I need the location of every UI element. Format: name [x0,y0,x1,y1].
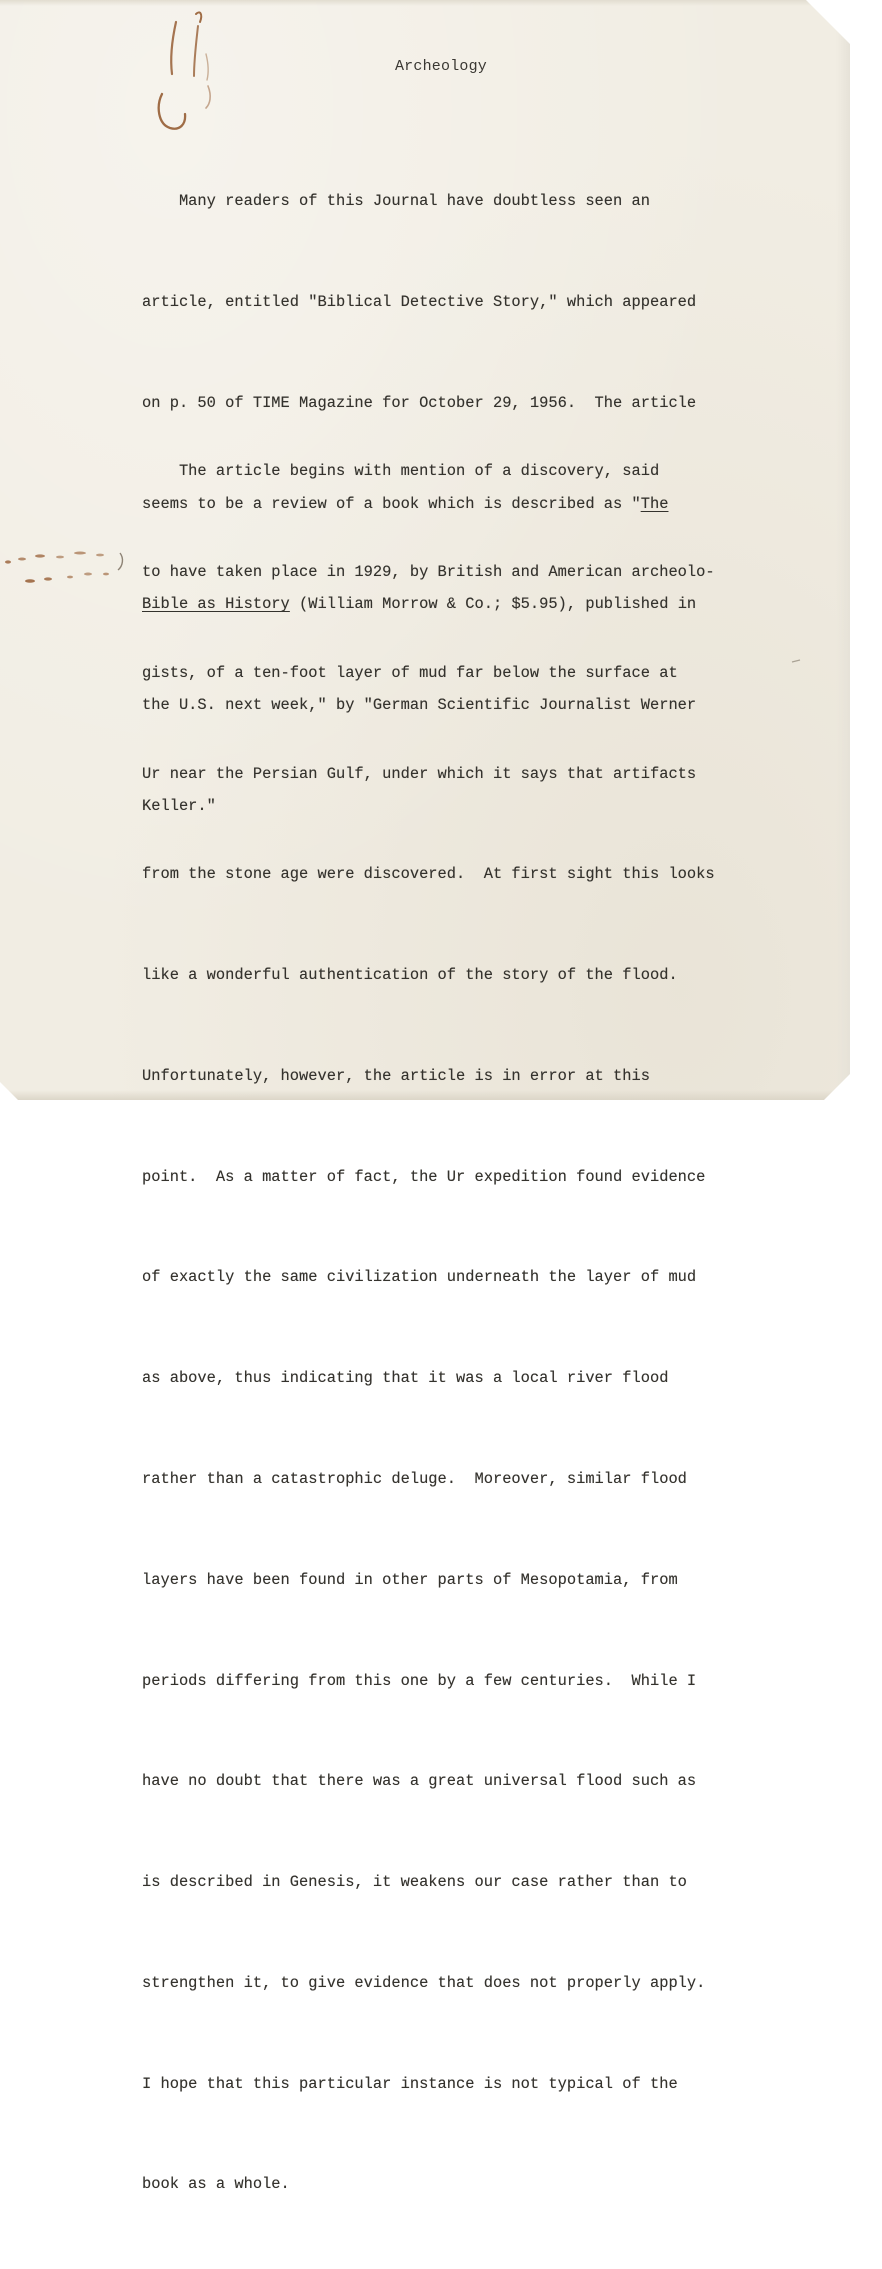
text-line: rather than a catastrophic deluge. Moreover, similar flood [142,1470,687,1488]
text-line: Ur near the Persian Gulf, under which it says that artifacts [142,764,697,783]
book-title-underlined: Bible as History [142,595,290,614]
text-line: Keller." [142,796,216,815]
text-line: article, entitled "Biblical Detective Story," which appeared [142,292,697,311]
text-line: I hope that this particular instance is not typical of the [142,2074,678,2093]
text-line: is described in Genesis, it weakens our case rather than to [142,1873,687,1892]
text-line: The article begins with mention of a discovery, said [142,462,660,481]
text-line: of exactly the same civilization underneath the layer of mud [142,1268,697,1287]
text-line: periods differing from this one by a few centuries. While I [142,1671,697,1690]
text-run: (William Morrow & Co.; $5.95), published in [289,595,697,614]
text-line: the U.S. next week," by "German Scientific Journalist Werner [142,696,697,715]
text-line: strengthen it, to give evidence that does not properly apply. [142,1973,706,1992]
text-line: like a wonderful authentication of the story of the flood. [142,966,678,985]
staple-rust-mark [5,552,109,583]
text-line: book as a whole. [142,2175,290,2194]
text-line: to have taken place in 1929, by British and American archeolo- [142,562,715,581]
paragraph-2 [142,388,792,2269]
book-title-underlined: The [640,494,669,513]
text-line: have no doubt that there was a great universal flood such as [142,1772,697,1791]
text-line: Many readers of this Journal have doubtless seen an [142,192,650,211]
text-line: Unfortunately, however, the article is in error at this [142,1066,650,1085]
text-line: from the stone age were discovered. At first sight this looks [142,865,715,884]
text-line: point. As a matter of fact, the Ur expedition found evidence [142,1167,706,1186]
text-line: on p. 50 of TIME Magazine for October 29, 1956. The article [142,393,697,412]
text-run: seems to be a review of a book which is described as " [142,494,641,513]
text-line: layers have been found in other parts of Mesopotamia, from [142,1570,678,1589]
text-line: gists, of a ten-foot layer of mud far below the surface at [142,663,678,682]
text-line: as above, thus indicating that it was a local river flood [142,1369,669,1388]
page-title: Archeology [394,58,487,75]
